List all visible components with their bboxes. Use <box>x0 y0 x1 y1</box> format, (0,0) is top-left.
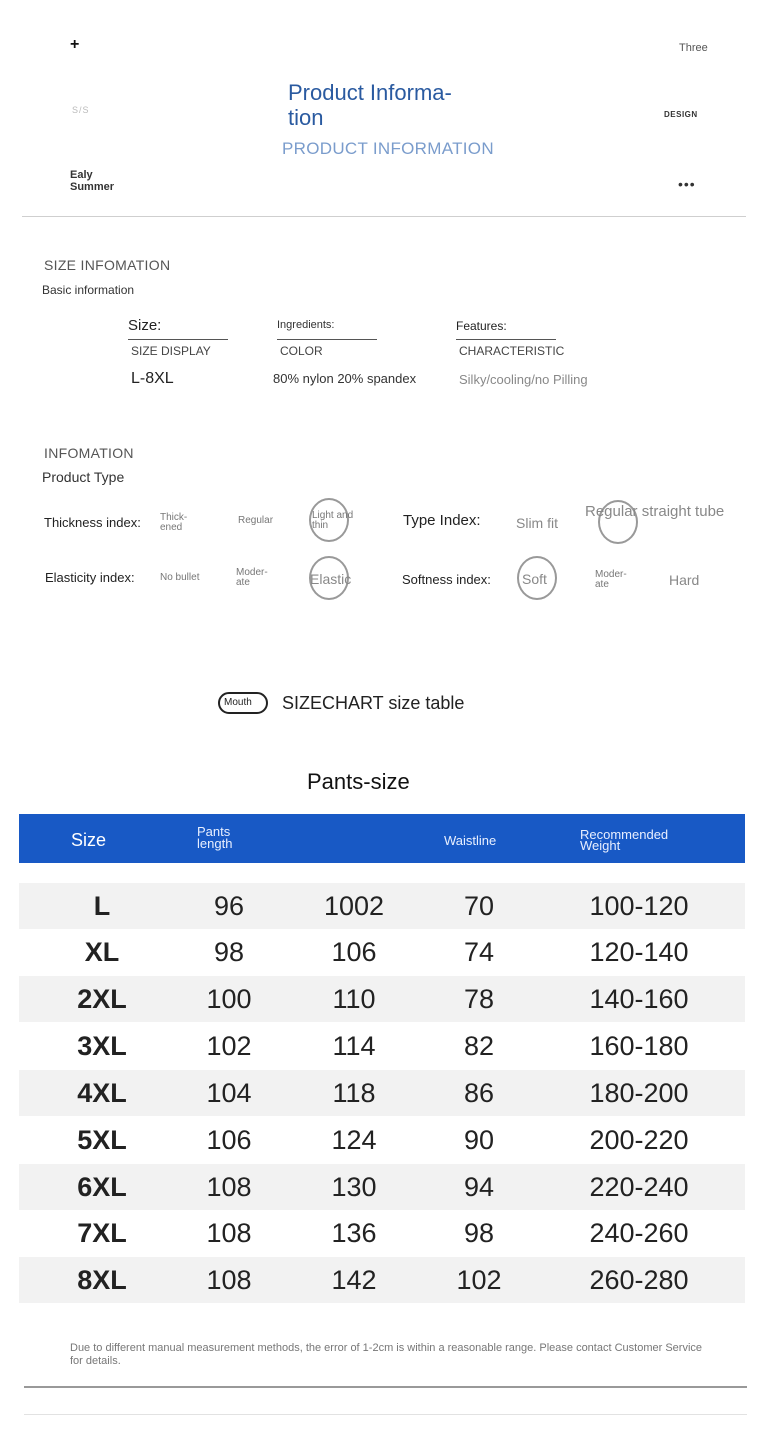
value-cell: 114 <box>332 1031 376 1061</box>
value-cell: 74 <box>463 937 495 967</box>
sizechart-title: SIZECHART size table <box>282 693 465 713</box>
elasticity-option-nobullet: No bullet <box>160 572 200 583</box>
size-label: Size: <box>128 317 162 334</box>
softness-option-moderate: Moder- ate <box>595 569 627 590</box>
table-row <box>19 1210 745 1256</box>
value-cell: 102 <box>206 1031 252 1061</box>
header-divider <box>22 216 746 217</box>
value-cell: 240-260 <box>589 1218 689 1248</box>
ingredients-value: 80% nylon 20% spandex <box>273 371 417 386</box>
softness-option-soft: Soft <box>522 571 547 587</box>
thickness-option-regular: Regular <box>238 515 274 526</box>
season-line-1: Ealy <box>70 169 93 181</box>
value-cell: 94 <box>463 1172 495 1202</box>
value-cell: 100-120 <box>589 891 689 921</box>
size-cell: 5XL <box>77 1125 127 1155</box>
features-caption: CHARACTERISTIC <box>459 344 565 358</box>
value-cell: 104 <box>206 1078 252 1108</box>
value-cell: 118 <box>332 1078 376 1108</box>
type-option-slim: Slim fit <box>516 515 558 531</box>
value-cell: 220-240 <box>589 1172 689 1202</box>
measurement-note: Due to different manual measurement methods, the error of 1-2cm is within a reasonable range. Please contact Customer Service for details. <box>70 1342 703 1367</box>
footer-divider <box>24 1386 747 1388</box>
value-cell: 96 <box>213 891 245 921</box>
value-cell: 130 <box>331 1172 377 1202</box>
table-row <box>19 929 745 975</box>
value-cell: 108 <box>206 1218 252 1248</box>
value-cell: 82 <box>463 1031 495 1061</box>
table-row <box>19 883 745 929</box>
value-cell: 1002 <box>323 891 385 921</box>
elasticity-option-elastic: Elastic <box>310 571 352 587</box>
value-cell: 98 <box>213 937 245 967</box>
col-waistline: Waistline <box>444 833 497 848</box>
size-cell: 7XL <box>77 1218 127 1248</box>
value-cell: 110 <box>332 984 376 1014</box>
plus-icon: + <box>70 36 80 53</box>
value-cell: 102 <box>456 1265 502 1295</box>
size-cell: 6XL <box>77 1172 127 1202</box>
size-underline <box>128 339 228 340</box>
value-cell: 140-160 <box>589 984 689 1014</box>
header-three: Three <box>679 42 708 54</box>
table-row <box>19 1164 745 1210</box>
col-size: Size <box>71 830 107 850</box>
features-value: Silky/cooling/no Pilling <box>459 372 588 387</box>
value-cell: 98 <box>463 1218 495 1248</box>
softness-option-hard: Hard <box>669 572 700 588</box>
ingredients-caption: COLOR <box>280 344 323 358</box>
features-underline <box>456 339 556 340</box>
value-cell: 136 <box>331 1218 377 1248</box>
table-row <box>19 1117 745 1163</box>
mouth-pill: Mouth <box>218 692 268 714</box>
table-row <box>19 1070 745 1116</box>
info-heading: INFOMATION <box>44 445 134 461</box>
size-info-heading: SIZE INFOMATION <box>44 257 171 273</box>
size-value: L-8XL <box>131 370 174 387</box>
size-cell: 4XL <box>77 1078 127 1108</box>
elasticity-option-moderate: Moder- ate <box>236 567 268 588</box>
value-cell: 86 <box>463 1078 495 1108</box>
value-cell: 260-280 <box>589 1265 689 1295</box>
col-pants-length: Pants length <box>197 824 233 851</box>
size-cell: L <box>93 891 111 921</box>
season-line-2: Summer <box>70 181 115 193</box>
thickness-label: Thickness index: <box>44 515 141 530</box>
table-row <box>19 1023 745 1069</box>
size-caption: SIZE DISPLAY <box>131 344 211 358</box>
value-cell: 106 <box>331 937 377 967</box>
product-type-label: Product Type <box>42 469 125 485</box>
table-row <box>19 976 745 1022</box>
value-cell: 78 <box>463 984 495 1014</box>
header-ss: S/S <box>72 105 90 115</box>
header-design: DESIGN <box>664 110 698 119</box>
type-option-straight: Regular straight tube <box>585 503 725 520</box>
softness-label: Softness index: <box>402 572 491 587</box>
elasticity-label: Elasticity index: <box>45 570 135 585</box>
footer-divider-light <box>24 1414 747 1415</box>
size-cell: 8XL <box>77 1265 127 1295</box>
value-cell: 108 <box>206 1265 252 1295</box>
value-cell: 200-220 <box>589 1125 689 1155</box>
value-cell: 142 <box>331 1265 377 1295</box>
type-label: Type Index: <box>403 512 481 529</box>
value-cell: 124 <box>331 1125 377 1155</box>
value-cell: 180-200 <box>589 1078 689 1108</box>
ingredients-underline <box>277 339 377 340</box>
thickness-option-light: Light and thin <box>312 510 354 531</box>
value-cell: 100 <box>206 984 252 1014</box>
value-cell: 120-140 <box>589 937 689 967</box>
size-cell: XL <box>84 937 120 967</box>
page-subtitle: PRODUCT INFORMATION <box>282 139 494 158</box>
size-cell: 3XL <box>77 1031 127 1061</box>
size-info-subheading: Basic information <box>42 283 135 297</box>
pants-size-title: Pants-size <box>307 769 410 794</box>
season-label <box>70 169 114 193</box>
thickness-option-thickened: Thick- ened <box>160 512 188 533</box>
value-cell: 108 <box>206 1172 252 1202</box>
page-title: Product Informa- tion <box>288 80 452 130</box>
size-cell: 2XL <box>77 984 127 1014</box>
value-cell: 70 <box>463 891 495 921</box>
value-cell: 106 <box>206 1125 252 1155</box>
ingredients-label: Ingredients: <box>277 319 335 331</box>
value-cell: 160-180 <box>589 1031 689 1061</box>
table-header <box>19 814 745 863</box>
col-recommended-weight: Recommended Weight <box>580 827 669 853</box>
dots-icon: ••• <box>678 176 696 192</box>
value-cell: 90 <box>463 1125 495 1155</box>
features-label: Features: <box>456 319 507 333</box>
table-row <box>19 1257 745 1303</box>
